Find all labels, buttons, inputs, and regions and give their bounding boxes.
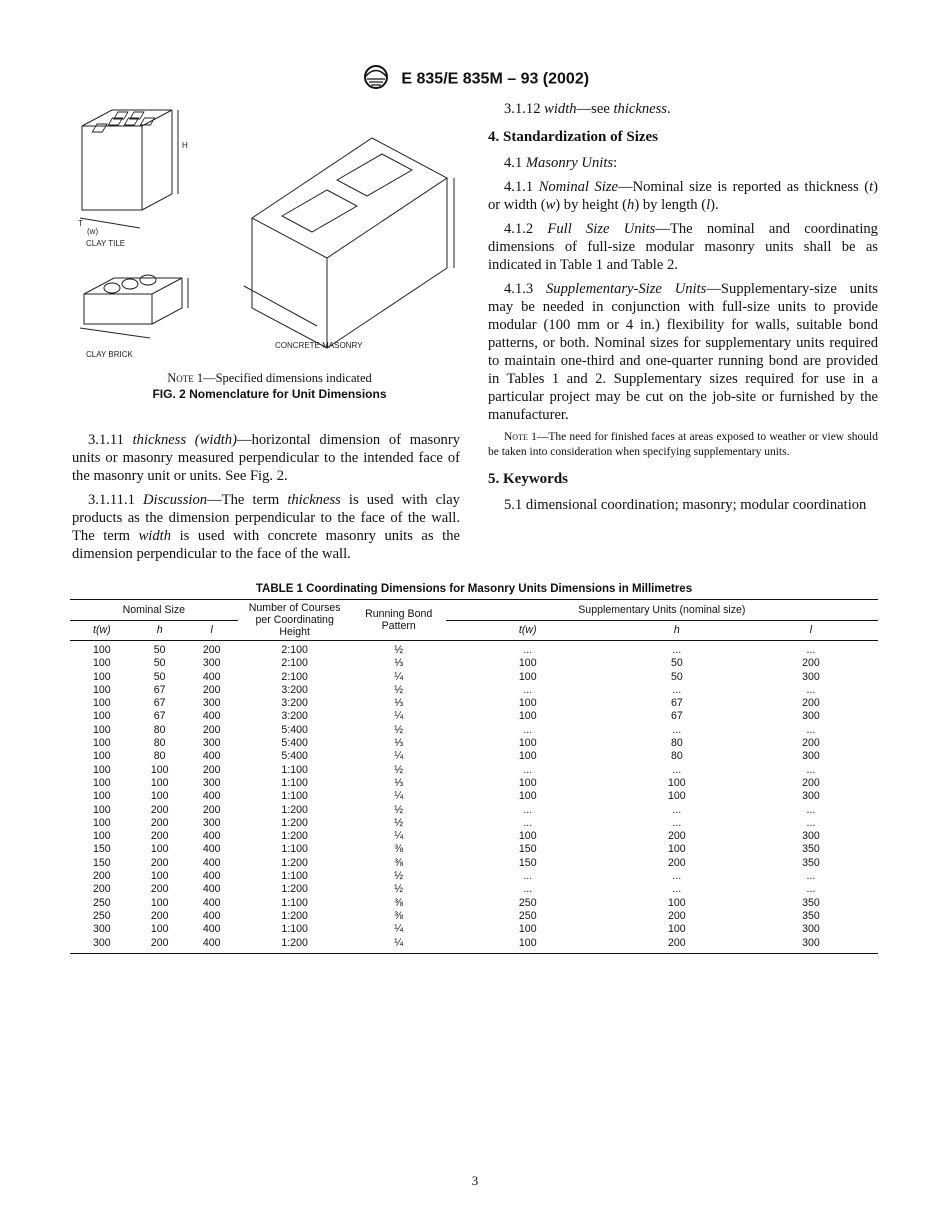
table-cell: 1:100 [281,776,308,789]
table-cell: 300 [70,937,134,954]
table-cell: 1:100 [281,763,308,776]
table-cell: 200 [802,697,820,710]
table-cell: 300 [802,670,820,683]
table-cell: 5:400 [281,723,308,736]
table-cell: 200 [150,909,169,922]
section-5-heading: 5. Keywords [488,471,568,487]
table-row [70,897,878,910]
table-cell: 250 [92,896,111,909]
table-cell: 1:200 [281,909,308,922]
para-4-1-2: 4.1.2 Full Size Units—The nominal and coordinating dimensions of full-size modular masonry units shall be as indicated in Table 1 and Table 2. [488,221,878,273]
table-cell: ⅓ [394,737,404,750]
table-row [70,710,878,723]
table-cell: 80 [670,750,683,763]
figure-caption: FIG. 2 Nomenclature for Unit Dimensions [152,387,387,401]
table-cell: 100 [92,803,111,816]
table-cell: 67 [153,710,166,723]
table-cell: 200 [92,870,111,883]
table-cell: 3:200 [281,710,308,723]
table-cell: 300 [202,776,221,789]
table-cell: 100 [150,763,169,776]
label-w: (w) [87,227,99,236]
table-cell: 200 [150,816,169,829]
table-cell: 400 [202,830,221,843]
table-cell: 100 [92,790,111,803]
table-cell: ... [672,763,682,776]
table-cell: 67 [670,710,683,723]
table-row [70,817,878,830]
table-row [70,790,878,803]
para-3-1-11-1: 3.1.11.1 Discussion—The term thickness is used with clay products as the dimension perpendicular to the face of the wall. The term width is used with concrete masonry units as the dimension perpendicular to the face of the wall. [72,492,460,562]
table-cell: ⅜ [394,843,404,856]
table-cell: 50 [670,657,683,670]
table-cell: 100 [92,657,111,670]
table-cell: ⅜ [394,909,404,922]
table-cell: 1:100 [281,896,308,909]
subheader-supp-tw: t(w) [446,620,610,641]
subheader-supp-h: h [610,620,744,641]
left-column [72,431,460,569]
table-cell: 100 [150,896,169,909]
table-cell: 400 [202,923,221,936]
table-cell: 100 [518,790,537,803]
astm-logo-icon [361,64,391,95]
table-cell: 100 [150,870,169,883]
table-cell: ½ [394,763,404,776]
table-cell: 200 [202,723,221,736]
figure-unit-dimensions [72,98,467,363]
table-cell: ... [523,883,533,896]
table-cell: 200 [150,883,169,896]
table-cell: 400 [202,790,221,803]
table-cell: 100 [518,737,537,750]
table-cell: 400 [202,870,221,883]
table-cell: 1:100 [281,843,308,856]
table-cell: 150 [518,856,537,869]
table-cell: ½ [394,723,404,736]
subheader-l: l [186,620,238,641]
table-cell: ... [523,816,533,829]
table-cell: 350 [802,843,820,856]
table-cell: 100 [92,763,111,776]
table-cell: 150 [92,856,111,869]
table-cell: 250 [518,909,537,922]
table-cell: 300 [202,816,221,829]
table-cell: 300 [802,790,820,803]
table-cell: 1:200 [238,937,352,954]
para-4-1: 4.1 Masonry Units: [504,155,618,171]
table-cell: 100 [518,697,537,710]
table-cell: ... [806,816,816,829]
table-cell: 100 [92,737,111,750]
table-cell: 300 [802,830,820,843]
table-cell: 250 [92,909,111,922]
table-cell: ... [523,644,533,656]
document-header [0,64,950,95]
table-row [70,724,878,737]
table-cell: ⅓ [394,697,404,710]
table-cell: 350 [802,896,820,909]
para-3-1-11: 3.1.11 thickness (width)—horizontal dimension of masonry units or masonry measured perpendicular to the intended face of the masonry unit or units. See Fig. 2. [72,432,460,484]
table-cell: 50 [153,644,166,656]
table-cell: 3:200 [281,697,308,710]
table-cell: 100 [92,710,111,723]
table-cell: 100 [668,776,686,789]
table-cell: ¼ [394,830,404,843]
table-cell: ... [806,883,816,896]
note-1: Note 1—The need for finished faces at areas exposed to weather or view should be taken into consideration when specifying supplementary units. [488,431,878,458]
table-cell: ½ [394,883,404,896]
table-cell: 300 [202,737,221,750]
table-cell: 300 [744,937,878,954]
table-row [70,697,878,710]
table-cell: 150 [518,843,537,856]
table-cell: ... [523,870,533,883]
table-cell: ⅜ [394,896,404,909]
table-cell: 300 [802,710,820,723]
table-row [70,843,878,856]
table-cell: 100 [150,776,169,789]
table-cell: 400 [202,883,221,896]
table-cell: 350 [802,856,820,869]
table-cell: ... [672,723,682,736]
table-cell: 2:100 [281,670,308,683]
table-cell: 200 [802,737,820,750]
table-cell: ½ [394,870,404,883]
table-cell: ... [523,723,533,736]
table-cell: 100 [518,670,537,683]
table-cell: 67 [153,697,166,710]
table-cell: 80 [153,750,166,763]
standard-designation: E 835/E 835M – 93 (2002) [401,70,590,88]
table-cell: 80 [153,723,166,736]
table-cell: 200 [92,883,111,896]
table-row [70,804,878,817]
table-cell: ⅓ [394,657,404,670]
table-cell: 100 [92,697,111,710]
table-row [70,657,878,670]
table-cell: 1:200 [281,830,308,843]
table-cell: 200 [610,937,744,954]
header-courses: Number of Courses per Coordinating Height [238,600,352,641]
table-cell: ½ [394,816,404,829]
table-cell: ½ [394,644,404,656]
header-nominal-size: Nominal Size [70,600,238,621]
table-cell: 2:100 [281,657,308,670]
table-cell: 400 [202,670,221,683]
table-cell: 1:100 [281,923,308,936]
table-cell: 67 [153,683,166,696]
table-cell: 100 [150,923,169,936]
table-cell: 400 [186,937,238,954]
table-cell: 200 [668,856,686,869]
table-cell: 400 [202,909,221,922]
table-cell: 100 [668,896,686,909]
table-row [70,671,878,684]
table-cell: 200 [668,909,686,922]
table-cell: ½ [394,683,404,696]
table-cell: 3:200 [281,683,308,696]
table-row [70,830,878,843]
table-cell: 250 [518,896,537,909]
label-clay-brick: CLAY BRICK [86,350,133,359]
table-cell: 100 [150,843,169,856]
table-cell: ¼ [394,923,404,936]
table-cell: ... [523,803,533,816]
header-supplementary: Supplementary Units (nominal size) [446,600,878,621]
table-cell: 1:100 [281,870,308,883]
para-4-1-1: 4.1.1 Nominal Size—Nominal size is reported as thickness (t) or width (w) by height (h) by length (l). [488,179,878,213]
para-5-1: 5.1 dimensional coordination; masonry; modular coordination [504,497,867,513]
table-row [70,857,878,870]
table-cell: 400 [202,710,221,723]
table-cell: ⅜ [394,856,404,869]
table-row [70,764,878,777]
label-concrete-masonry: CONCRETE MASONRY [275,341,363,350]
table-cell: 100 [92,670,111,683]
table-cell: 400 [202,750,221,763]
table-cell: 80 [670,737,683,750]
subheader-tw: t(w) [70,620,134,641]
header-bond: Running Bond Pattern [352,600,446,641]
table-cell: 400 [202,843,221,856]
table-cell: ... [523,763,533,776]
table-cell: 200 [202,683,221,696]
table-cell: 200 [802,776,820,789]
table-cell: 200 [802,657,820,670]
table-cell: 80 [153,737,166,750]
table-cell: ... [806,803,816,816]
table-cell: 100 [668,843,686,856]
table-row [70,870,878,883]
table-cell: 300 [202,657,221,670]
table-cell: 1:200 [281,856,308,869]
table-cell: 200 [202,644,221,656]
para-4-1-3: 4.1.3 Supplementary-Size Units—Supplementary-size units may be needed in conjunction with full-size units to provide modular (100 mm or 4 in.) flexibility for walls, suitable bond patterns, or both. Nominal sizes for supplementary units required to maintain one-third and one-quarter running bond are provided in Tables 1 and 2. Supplementary sizes required for use in a particular project may be cut on the job-site or furnished by the manufacturer. [488,281,878,423]
table-cell: 100 [518,657,537,670]
table-cell: 100 [150,790,169,803]
table-cell: ... [806,763,816,776]
para-3-1-12: 3.1.12 width—see thickness. [504,101,671,117]
section-4-heading: 4. Standardization of Sizes [488,129,659,145]
table-cell: 300 [202,697,221,710]
table-cell: 300 [802,923,820,936]
table-cell: 100 [518,750,537,763]
table-cell: 350 [802,909,820,922]
table-cell: 100 [92,644,111,656]
table-cell: 200 [202,803,221,816]
table-cell: 100 [92,830,111,843]
table-cell: ¼ [394,710,404,723]
table-cell: 300 [92,923,111,936]
table-cell: 100 [92,776,111,789]
label-t: T [78,219,83,228]
table-cell: 100 [92,683,111,696]
table-cell: 400 [202,896,221,909]
table-cell: 50 [153,670,166,683]
table-cell: 200 [150,803,169,816]
label-clay-tile: CLAY TILE [86,239,126,248]
table-cell: 2:100 [281,644,308,656]
table-cell: ... [806,683,816,696]
table-row [70,937,878,954]
table-row [70,910,878,923]
table-cell: 1:200 [281,803,308,816]
table-cell: ... [806,644,816,656]
table-cell: 100 [668,790,686,803]
table-cell: ⅓ [394,776,404,789]
table-cell: 300 [802,750,820,763]
table-cell: 200 [202,763,221,776]
subheader-supp-l: l [744,620,878,641]
table-cell: 5:400 [281,737,308,750]
table-cell: ... [672,683,682,696]
table-cell: ¼ [352,937,446,954]
table-cell: 100 [668,923,686,936]
right-column [488,100,878,520]
table-row [70,750,878,763]
table-body [70,641,878,954]
dimensions-table [70,599,878,954]
table-cell: 67 [670,697,683,710]
table-cell: ... [523,683,533,696]
table-cell: ... [672,803,682,816]
table-row [70,684,878,697]
table-cell: ¼ [394,790,404,803]
table-cell: ... [672,816,682,829]
table-cell: 1:100 [281,790,308,803]
table-cell: 200 [668,830,686,843]
table-cell: 100 [518,830,537,843]
table-row [70,883,878,896]
table-cell: ... [806,723,816,736]
table-cell: 5:400 [281,750,308,763]
table-title: TABLE 1 Coordinating Dimensions for Masonry Units Dimensions in Millimetres [255,583,693,595]
table-cell: ¼ [394,750,404,763]
table-cell: 100 [92,723,111,736]
figure-note: Note 1—Specified dimensions indicated [167,371,372,385]
table-row [70,737,878,750]
table-cell: 50 [153,657,166,670]
page-number: 3 [471,1173,479,1188]
table-cell: ¼ [394,670,404,683]
table-row [70,923,878,936]
table-cell: 100 [518,776,537,789]
table-cell: ... [806,870,816,883]
table-cell: 200 [134,937,186,954]
label-h: H [182,141,188,150]
subheader-h: h [134,620,186,641]
table-row [70,641,878,658]
table-cell: 400 [202,856,221,869]
table-cell: 100 [518,710,537,723]
table-cell: 150 [92,843,111,856]
table-cell: ... [672,870,682,883]
table-cell: 1:200 [281,883,308,896]
nomenclature-drawing [72,98,467,363]
table-cell: ... [672,644,682,656]
table-1 [70,583,878,954]
table-cell: 100 [446,937,610,954]
table-cell: 1:200 [281,816,308,829]
table-cell: 100 [518,923,537,936]
table-cell: 200 [150,856,169,869]
table-cell: 200 [150,830,169,843]
table-row [70,777,878,790]
table-cell: ... [672,883,682,896]
table-cell: 100 [92,816,111,829]
table-cell: ½ [394,803,404,816]
table-cell: 50 [670,670,683,683]
table-cell: 100 [92,750,111,763]
